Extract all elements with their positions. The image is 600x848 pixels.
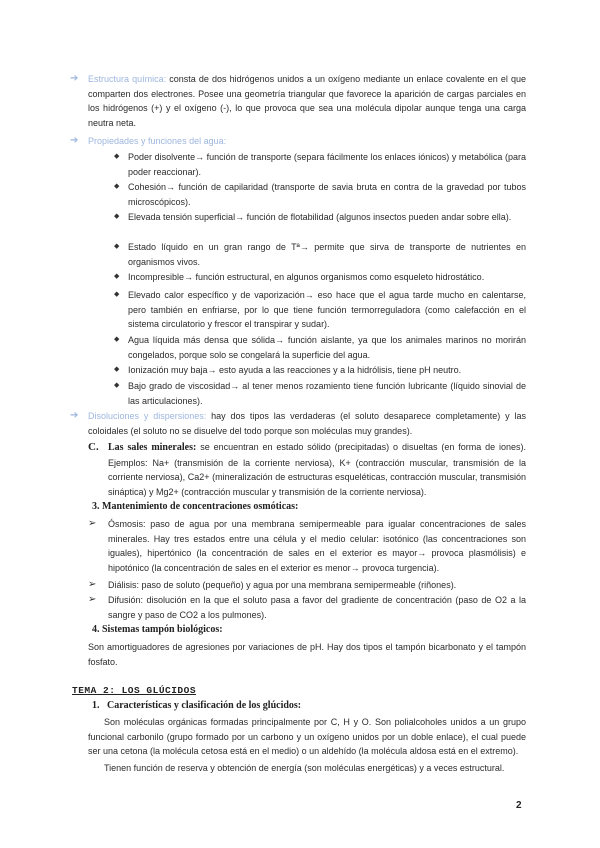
diamond-bullet-icon: ◆ — [114, 153, 120, 160]
property-item: ◆ Bajo grado de viscosidad→ al tener menos rozamiento tiene función lubricante (líquido sinovial de las articulaciones). — [114, 381, 526, 406]
property-item: ◆ Poder disolvente→ función de transporte (separa fácilmente los enlaces iónicos) y metabólica (para poder reaccionar). — [114, 152, 526, 177]
osmotic-item: ➢ Ósmosis: paso de agua por una membrana semipermeable para igualar concentraciones de sales minerales. Hay tres estados entre una célula y el medio celular: isotónico (las concentraciones son iguales), hipertónico (la concentración de sales en el exterior es mayor→ provoca plasmólisis) e hipotónico (la concentración de sales en el exterior es menor→ provoca turgencia). — [88, 518, 526, 573]
glucidos-paragraph: Son moléculas orgánicas formadas principalmente por C, H y O. Son polialcoholes unidos a un grupo funcional carbonilo (grupo formado por un carbono y un oxígeno unidos por un doble enlace), el cual puede ser una cetona (la molécula cetosa está en el medio) o un aldehído (la molécula aldosa está en el extremo). — [88, 717, 526, 756]
sales-letter: C. — [88, 441, 99, 453]
estructura-paragraph — [70, 72, 526, 130]
osmotic-heading: 3. Mantenimiento de concentraciones osmóticas: — [92, 501, 299, 512]
arrow-icon: ➔ — [70, 410, 79, 421]
arrow-icon: ➔ — [70, 73, 79, 84]
glucidos-heading: 1. Características y clasificación de los glúcidos: — [92, 700, 302, 711]
triangle-bullet-icon: ➢ — [88, 594, 97, 605]
property-item: ◆ Elevada tensión superficial→ función de flotabilidad (algunos insectos pueden andar sobre ella). — [128, 210, 526, 225]
sales-paragraph: C. Las sales minerales: se encuentran en estado sólido (precipitadas) o disueltas (en forma de iones). Ejemplos: Na+ (transmisión de la corriente nerviosa), K+ (contracción muscular, transmisión de la corriente nerviosa), Ca2+ (mineralización de estructuras esqueléticas, contracción muscular, transmisión sináptica) y Mg2+ (contracción muscular y transmisión de la corriente nerviosa). — [88, 441, 527, 497]
diamond-bullet-icon: ◆ — [114, 243, 120, 250]
page-number: 2 — [516, 800, 522, 811]
propiedades-label: Propiedades y funciones del agua: — [88, 136, 227, 146]
diamond-bullet-icon: ◆ — [114, 366, 120, 373]
property-item: ◆ Incompresible→ función estructural, en algunos organismos como esqueleto hidrostático. — [128, 270, 526, 285]
diamond-bullet-icon: ◆ — [114, 382, 120, 389]
estructura-text: consta de dos hidrógenos unidos a un oxígeno mediante un enlace covalente en el que comparten dos electrones. Posee una geometría triangular que favorece la aparición de cargas parciales en los hidrógenos (+) y el oxígeno (-), lo que provoca que sea una molécula dipolar aunque tenga una carga neutra neta. — [88, 74, 526, 128]
sales-title: Las sales minerales: — [108, 442, 197, 453]
diamond-bullet-icon: ◆ — [114, 291, 120, 298]
propiedades-heading — [70, 134, 526, 149]
glucidos-paragraph-2: Tienen función de reserva y obtención de energía (son moléculas energéticas) y a veces estructural. — [104, 763, 505, 773]
osmotic-item: ➢ Diálisis: paso de soluto (pequeño) y agua por una membrana semipermeable (riñones). — [108, 578, 526, 593]
triangle-bullet-icon: ➢ — [88, 518, 97, 529]
estructura-label: Estructura química: — [88, 74, 167, 84]
property-item: ◆ Agua líquida más densa que sólida→ función aislante, ya que los animales marinos no morirán congelados, porque solo se congelará la superficie del agua. — [114, 335, 526, 360]
property-item: ◆ Ionización muy baja→ esto ayuda a las reacciones y a la hidrólisis, tiene pH neutro. — [128, 363, 526, 378]
triangle-bullet-icon: ➢ — [88, 579, 97, 590]
tema-title: TEMA 2: LOS GLÚCIDOS — [72, 685, 197, 696]
tampon-heading: 4. Sistemas tampón biológicos: — [92, 624, 223, 635]
tampon-paragraph: Son amortiguadores de agresiones por variaciones de pH. Hay dos tipos el tampón bicarbonato y el tampón fosfato. — [88, 642, 526, 667]
disoluciones-label: Disoluciones y dispersiones: — [88, 411, 207, 421]
osmotic-item: ➢ Difusión: disolución en la que el soluto pasa a favor del gradiente de concentración (paso de O2 a la sangre y paso de CO2 a los pulmones). — [88, 594, 526, 620]
property-item: ◆ Cohesión→ función de capilaridad (transporte de savia bruta en contra de la gravedad por tubos microscópicos). — [114, 182, 526, 207]
diamond-bullet-icon: ◆ — [114, 183, 120, 190]
arrow-icon: ➔ — [70, 135, 79, 146]
diamond-bullet-icon: ◆ — [114, 336, 120, 343]
property-item: ◆ Estado líquido en un gran rango de Tª→ permite que sirva de transporte de nutrientes en organismos vivos. — [114, 242, 526, 267]
property-item: ◆ Elevado calor específico y de vaporización→ eso hace que el agua tarde mucho en calentarse, pero también en enfriarse, por lo que tiene función termorreguladora (como calefacción en el sistema circulatorio y frescor el transpirar y sudar). — [114, 290, 526, 329]
diamond-bullet-icon: ◆ — [114, 213, 120, 220]
diamond-bullet-icon: ◆ — [114, 273, 120, 280]
disoluciones-paragraph: ➔ Disoluciones y dispersiones: hay dos tipos las verdaderas (el soluto desaparece completamente) y las coloidales (el soluto no se disuelve del todo porque son moléculas muy grandes). — [70, 410, 526, 436]
